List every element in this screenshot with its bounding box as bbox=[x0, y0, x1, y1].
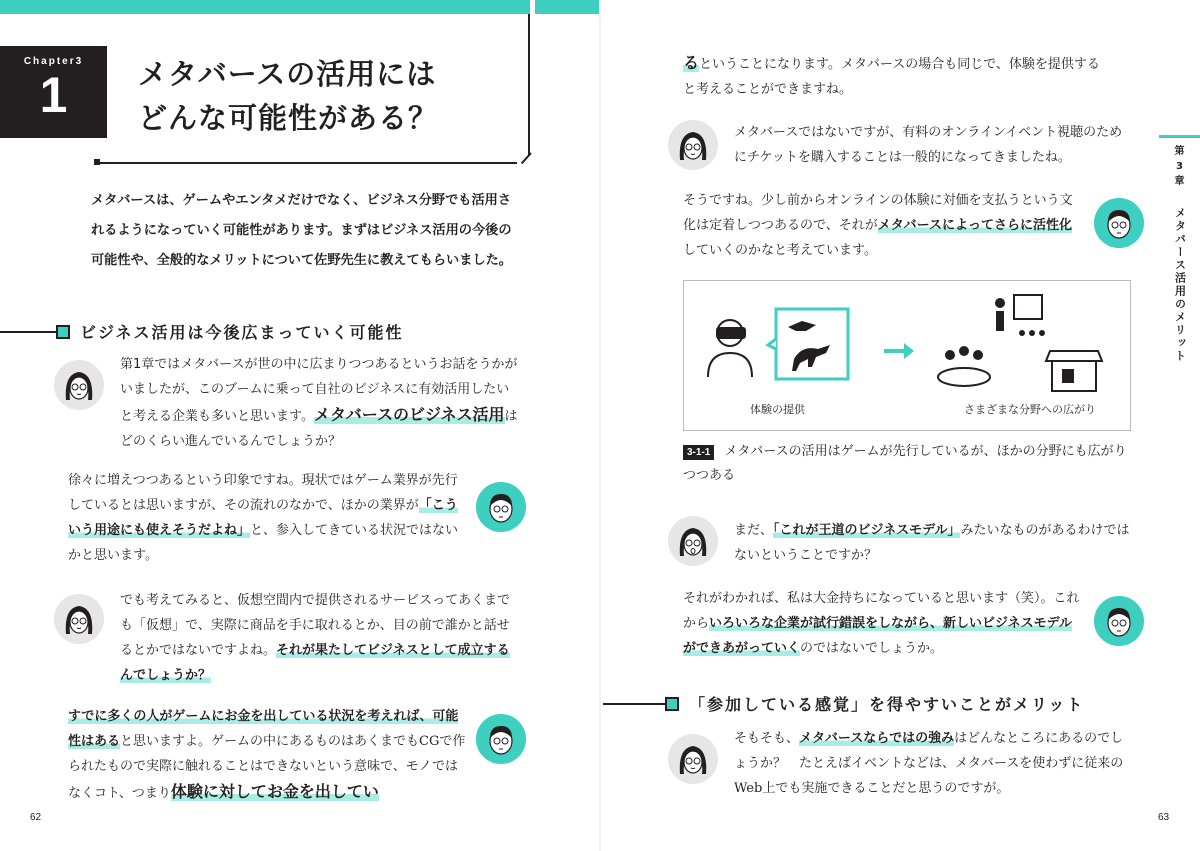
section-rule bbox=[0, 331, 56, 333]
dialogue-left-4: すでに多くの人がゲームにお金を出している状況を考えれば、可能性はあると思いますよ。ゲームの中にあるものはあくまでもCGで作られたもので実際に触れることはできないという意味で、モノではなくコト、つまり体験に対してお金を出してい bbox=[68, 709, 466, 801]
page-number-left: 62 bbox=[30, 812, 42, 823]
teacher-avatar-icon bbox=[476, 714, 526, 764]
dialogue-left-2: 徐々に増えつつあるという印象ですね。現状ではゲーム業界が先行しているとは思いますが、その流れのなかで、ほかの業界が「こういう用途にも使えそうだよね」と、参入してきている状況ではないかと思います。 bbox=[68, 473, 459, 563]
section-square-icon bbox=[56, 325, 70, 339]
teacher-avatar-icon bbox=[1094, 596, 1144, 646]
vr-user-icon bbox=[708, 320, 752, 377]
top-accent-bar bbox=[0, 0, 530, 14]
meeting-table-icon bbox=[938, 346, 990, 386]
teacher-board-icon bbox=[995, 295, 1045, 336]
dialogue-left-1: 第1章ではメタバースが世の中に広まりつつあるというお話をうかがいましたが、このブームに乗って自社のビジネスに有効活用したいと考える企業も多いと思います。メタバースのビジネス活用はどのくらい進んでいるんでしょうか？ bbox=[120, 357, 518, 449]
side-tab-accent bbox=[1159, 135, 1200, 138]
figure-label-right: さまざまな分野への広がり bbox=[964, 403, 1096, 416]
title-frame-corner bbox=[521, 152, 532, 164]
title-frame-line bbox=[528, 14, 530, 156]
top-accent-bar-end bbox=[535, 0, 600, 14]
chapter-side-tab bbox=[1159, 135, 1200, 363]
section-heading-1 bbox=[0, 320, 404, 343]
dialogue-left-3: でも考えてみると、仮想空間内で提供されるサービスってあくまでも「仮想」で、実際に商品を手に取れるとか、目の前で誰かと話せるとかではないですよね。それが果たしてビジネスとして成立するんでしょうか？ bbox=[120, 593, 511, 683]
figure-number-badge: 3-1-1 bbox=[683, 445, 714, 460]
teacher-avatar-icon bbox=[476, 482, 526, 532]
section-heading-text: 「参加している感覚」を得やすいことがメリット bbox=[689, 695, 1085, 714]
student-avatar-icon bbox=[54, 360, 104, 410]
dialogue-right-2: メタバースではないですが、有料のオンラインイベント視聴のためにチケットを購入することは一般的になってきましたね。 bbox=[734, 125, 1123, 165]
page-gutter bbox=[599, 0, 601, 851]
chapter-number: 1 bbox=[39, 67, 68, 123]
intro-paragraph: メタバースは、ゲームやエンタメだけでなく、ビジネス分野でも活用されるようになっていく可能性があります。まずはビジネス活用の今後の可能性や、全般的なメリットについて佐野先生に教えてもらいました。 bbox=[91, 193, 512, 268]
section-rule bbox=[603, 703, 665, 705]
dialogue-right-6: そもそも、メタバースならではの強みはどんなところにあるのでしょうか？ たとえばイベントなどは、メタバースを使わずに従来のWeb上でも実施できることだと思うのですが。 bbox=[734, 731, 1124, 796]
figure-3-1-1 bbox=[683, 280, 1131, 431]
chapter-title bbox=[138, 52, 438, 140]
chapter-badge bbox=[0, 46, 107, 138]
chapter-label: Chapter3 bbox=[23, 56, 84, 67]
chapter-title-line1: メタバースの活用には bbox=[138, 57, 437, 91]
section-heading-text: ビジネス活用は今後広まっていく可能性 bbox=[80, 323, 404, 342]
teacher-avatar-icon bbox=[1094, 198, 1144, 248]
title-frame-dot bbox=[94, 159, 100, 165]
student-avatar-icon bbox=[668, 120, 718, 170]
section-heading-2 bbox=[603, 692, 1084, 715]
figure-label-left: 体験の提供 bbox=[750, 403, 805, 416]
dialogue-right-1: るということになります。メタバースの場合も同じで、体験を提供すると考えることができますね。 bbox=[683, 53, 1100, 97]
shop-icon bbox=[1046, 351, 1102, 391]
dialogue-right-3: そうですね。少し前からオンラインの体験に対価を支払うという文化は定着しつつあるので、それがメタバースによってさらに活性化していくのかなと考えています。 bbox=[683, 193, 1073, 258]
dialogue-right-4: まだ、「これが王道のビジネスモデル」みたいなものがあるわけではないということですか？ bbox=[734, 523, 1130, 563]
student-avatar-icon bbox=[54, 594, 104, 644]
figure-caption: 3-1-1 メタバースの活用はゲームが先行しているが、ほかの分野にも広がりつつある bbox=[683, 444, 1127, 483]
student-avatar-icon bbox=[668, 516, 718, 566]
section-square-icon bbox=[665, 697, 679, 711]
side-tab-chapter: 第 3 章 bbox=[1174, 146, 1185, 187]
chapter-title-line2: どんな可能性がある？ bbox=[138, 101, 439, 135]
side-tab-title: メタバース活用のメリット bbox=[1173, 207, 1187, 363]
student-avatar-icon bbox=[668, 734, 718, 784]
page-number-right: 63 bbox=[1158, 812, 1170, 823]
title-frame-underline bbox=[97, 162, 517, 164]
speech-bubble-dinosaurs-icon bbox=[768, 309, 848, 379]
dialogue-right-5: それがわかれば、私は大金持ちになっていると思います（笑）。これからいろいろな企業が試行錯誤をしながら、新しいビジネスモデルができあがっていくのではないでしょうか。 bbox=[683, 591, 1080, 656]
